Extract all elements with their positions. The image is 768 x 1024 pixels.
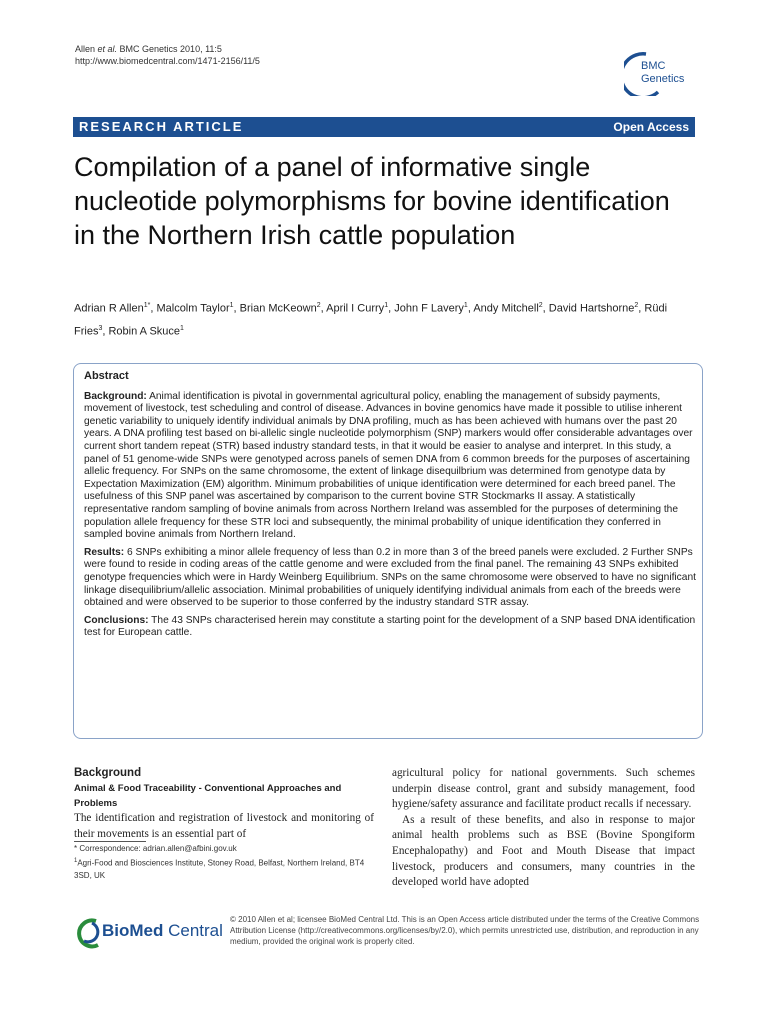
citation-header <box>75 43 260 67</box>
correspondence-note: * Correspondence: adrian.allen@afbini.gov.uk <box>74 844 237 853</box>
article-title: Compilation of a panel of informative single nucleotide polymorphisms for bovine identification in the Northern Irish cattle population <box>74 152 670 250</box>
abstract-conclusions: Conclusions: The 43 SNPs characterised herein may constitute a starting point for the development of a SNP based DNA identification test for European cattle. <box>84 614 696 639</box>
abstract-background: Background: Animal identification is pivotal in governmental agricultural policy, enabling the management of subsidy payments, movement of livestock, test scheduling and control of disease. Advances in bovine genomics have made it possible to utilise inherent genetic variability to uniquely identify individual animals by DNA profiling, much as has been achieved with humans over the past 20 years. A DNA profiling test based on bi-allelic single nucleotide polymorphism (SNP) markers would offer considerable advantages over current short tandem repeat (STR) based industry standard tests, in that it would be easier to analyse and interpret. In this study, a panel of 51 genome-wide SNPs were genotyped across panels of semen DNA from 6 common breeds for the purposes of ascertaining allelic frequency. For SNPs on the same chromosome, the extent of linkage disequilbrium was determined from genotype data by Expectation Maximization (EM) algorithm. Minimum probabilities of unique identification were determined for each breed panel. The usefulness of this SNP panel was ascertained by comparison to the current bovine STR Stockmarks II assay. A statistically representative random sampling of bovine animals from across Northern Ireland was assembled for the purposes of determining the population allele frequency for these STR loci and subsequently, the minimal probability of unique identification they conferred in sampled bovine animals from Northern Ireland. <box>84 390 693 541</box>
open-access-label: Open Access <box>613 120 689 134</box>
subsection-heading: Animal & Food Traceability - Conventional Approaches and Problems <box>74 783 342 809</box>
author-name: Robin A Skuce <box>108 325 181 338</box>
journal-logo-text: BMC Genetics <box>641 60 685 85</box>
body-right-column <box>392 766 695 891</box>
author-name: John F Lavery <box>394 302 464 315</box>
author-name: Adrian R Allen <box>74 302 144 315</box>
footnote-divider <box>74 841 146 842</box>
research-article-label: RESEARCH ARTICLE <box>79 119 244 134</box>
publisher-logo-text: BioMed Central <box>102 921 223 940</box>
author-name: Andy Mitchell <box>473 302 539 315</box>
author-affiliation-sup: 1 <box>463 302 468 309</box>
author-list: Adrian R Allen$^{1*}$, Malcolm Taylor$^1$, Brian McKeown$^2$, April I Curry$^1$, John F Lavery$^1$, Andy Mitchell$^2$, David Hartshorne$^2$, Rüdi Fries$^3$, Robin A Skuce$^1$ <box>74 302 668 338</box>
author-affiliation-sup: 1 <box>229 302 234 309</box>
footnotes <box>74 843 374 882</box>
author-affiliation-sup: 1 <box>384 302 389 309</box>
abstract-heading: Abstract <box>84 370 129 382</box>
license-statement: © 2010 Allen et al; licensee BioMed Central Ltd. This is an Open Access article distributed under the terms of the Creative Commons Attribution License (http://creativecommons.org/licenses/by/2.0), which permits unrestricted use, distribution, and reproduction in any medium, provided the original work is properly cited. <box>230 915 700 946</box>
author-name: April I Curry <box>326 302 385 315</box>
author-affiliation-sup: 3 <box>98 324 103 332</box>
citation-url[interactable]: http://www.biomedcentral.com/1471-2156/11/5 <box>75 56 260 66</box>
author-affiliation-sup: 1* <box>143 302 151 309</box>
body-paragraph: As a result of these benefits, and also in response to major animal health problems such as BSE (Bovine Spongiform Encephalopathy) and Foot and Mouth Disease that impact livestock, producers and consumers, many countries in the developed world have adopted <box>392 813 695 889</box>
article-type-banner <box>73 117 695 137</box>
author-affiliation-sup: 1 <box>180 324 184 332</box>
author-affiliation-sup: 2 <box>316 302 321 309</box>
affiliation-note: $^1$Agri-Food and Biosciences Institute, Stoney Road, Belfast, Northern Ireland, BT4 3SD, UK <box>74 858 365 880</box>
section-heading: Background <box>74 767 142 779</box>
abstract-results: Results: 6 SNPs exhibiting a minor allele frequency of less than 0.2 in more than 3 of the breed panels were excluded. 2 Further SNPs were found to reside in coding areas of the cattle genome and were excluded from the final panel. The remaining 43 SNPs exhibited genotype frequencies which were in Hardy Weinberg Equilibrium. SNPs on the same chromosome were observed to have no significant linkage disequilibrium/allelic association. Minimal probabilities of uniquely identifying individual animals from each of the breeds were obtained and were observed to be superior to those conferred by the industry standard STR assay. <box>84 546 696 609</box>
citation-line-1: Allen et al. BMC Genetics 2010, 11:5 <box>75 44 222 54</box>
author-affiliation-sup: 2 <box>538 302 543 309</box>
author-name: Malcolm Taylor <box>156 302 230 315</box>
body-left-column <box>74 765 374 842</box>
body-paragraph: The identification and registration of livestock and monitoring of their movements is an essential part of <box>74 812 374 840</box>
body-paragraph: agricultural policy for national governments. Such schemes underpin disease control, grant and subsidy management, food hygiene/safety assurance and facilitate product recalls if necessary. <box>392 767 695 811</box>
abstract-box <box>73 363 703 739</box>
author-name: Brian McKeown <box>239 302 317 315</box>
author-name: David Hartshorne <box>548 302 635 315</box>
author-affiliation-sup: 2 <box>634 302 639 309</box>
author-name: Rüdi Fries <box>74 302 668 338</box>
